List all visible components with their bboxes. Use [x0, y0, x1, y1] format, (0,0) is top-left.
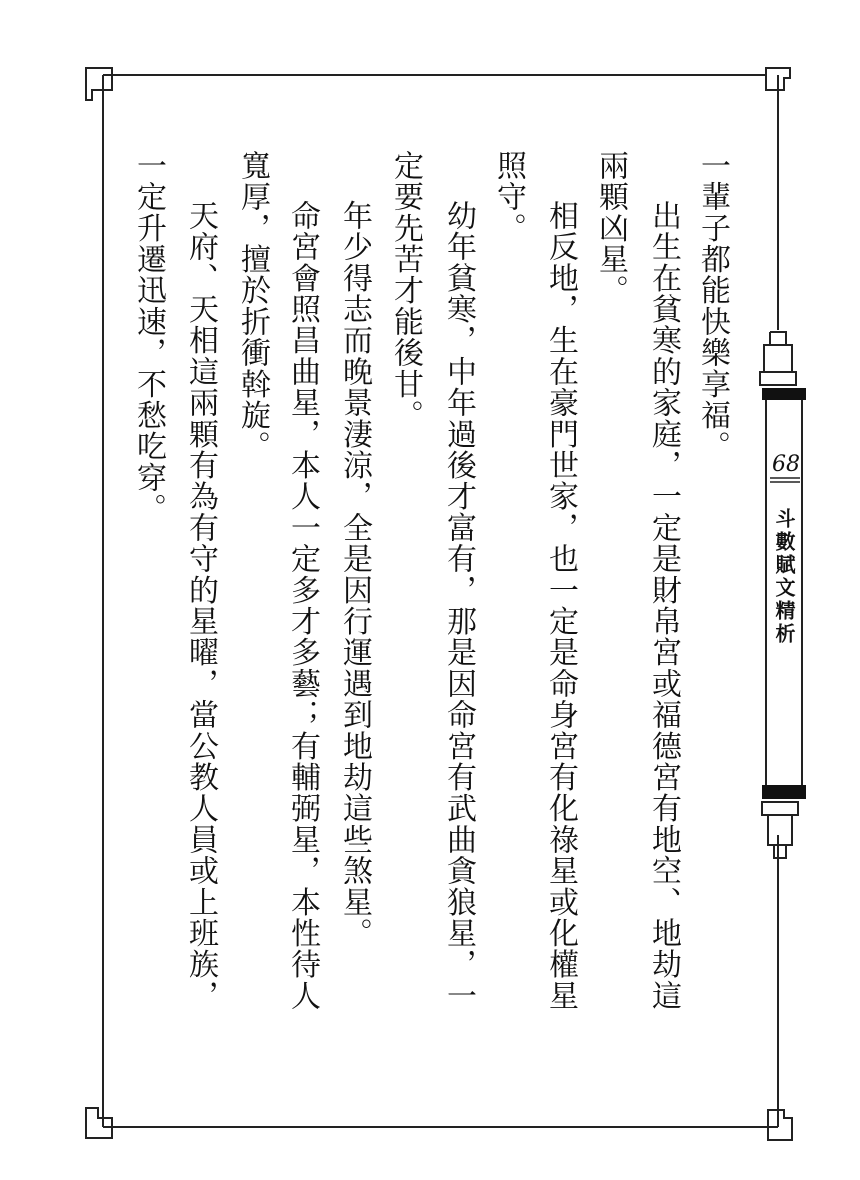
text-column: 照守。: [491, 150, 526, 244]
text-column: 定要先苦才能後甘。: [388, 150, 423, 431]
corner-ornament-top-left: [86, 68, 112, 100]
spine-ornament-bottom: [762, 802, 798, 858]
corner-ornament-bottom-right: [768, 1110, 792, 1140]
spine-band-top: [762, 388, 806, 400]
text-column: 幼年貧寒，中年過後才富有，那是因命宮有武曲貪狼星，一: [441, 200, 476, 1012]
text-column: 一定升遷迅速，不愁吃穿。: [131, 150, 166, 525]
spine-ornament-top: [760, 332, 796, 385]
text-column: 兩顆凶星。: [593, 150, 628, 306]
text-column: 相反地，生在豪門世家，也一定是命身宮有化祿星或化權星: [543, 200, 578, 1012]
book-title-sidebar: 斗數賦文精析: [772, 508, 796, 646]
text-column: 天府、天相這兩顆有為有守的星曜，當公教人員或上班族，: [183, 200, 218, 1012]
corner-ornament-bottom-left: [86, 1108, 112, 1138]
text-column: 命宮會照昌曲星，本人一定多才多藝；有輔弼星，本性待人: [285, 200, 320, 1012]
text-column: 出生在貧寒的家庭，一定是財帛宮或福德宮有地空、地劫這: [646, 200, 681, 1012]
page-number: 68: [772, 452, 800, 477]
text-column: 寬厚，擅於折衝斡旋。: [235, 150, 270, 462]
text-column: 一輩子都能快樂享福。: [695, 150, 730, 462]
spine-band-bottom: [762, 785, 806, 799]
text-column: 年少得志而晚景淒涼，全是因行運遇到地劫這些煞星。: [337, 200, 372, 949]
